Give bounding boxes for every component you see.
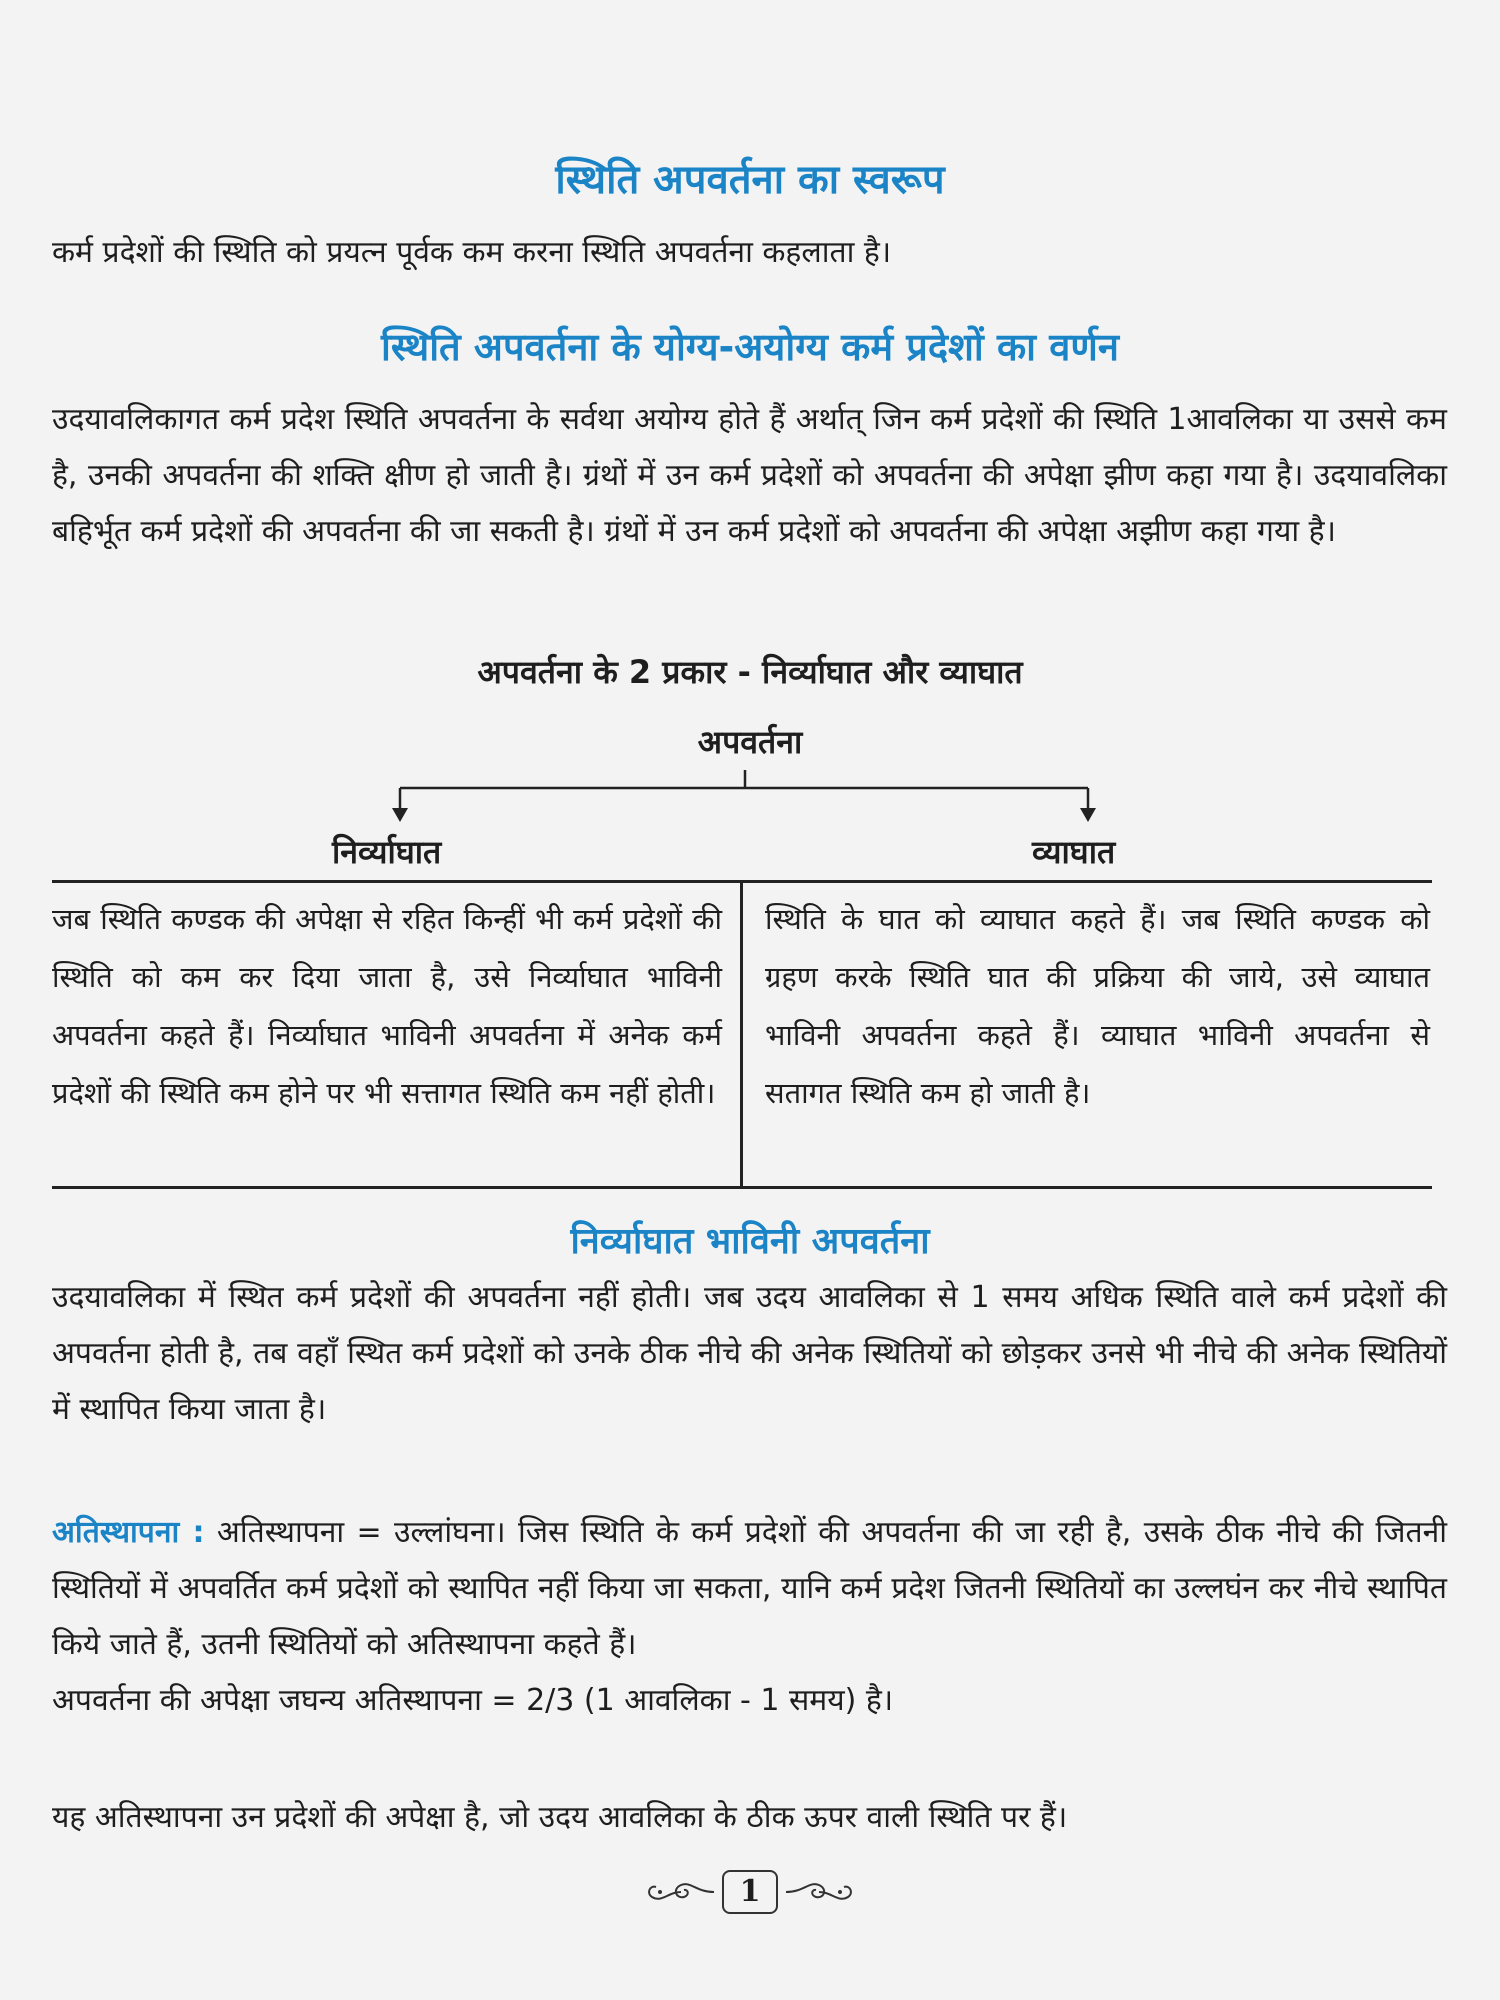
closing-text: यह अतिस्थापना उन प्रदेशों की अपेक्षा है, जो उदय आवलिका के ठीक ऊपर वाली स्थिति पर हैं। bbox=[52, 1800, 1068, 1835]
section-title-nature: स्थिति अपवर्तना का स्वरूप bbox=[555, 157, 945, 203]
atisthapana-term: अतिस्थापना : bbox=[52, 1515, 205, 1550]
section-text-eligibility: उदयावलिकागत कर्म प्रदेश स्थिति अपवर्तना के सर्वथा अयोग्य होते हैं अर्थात् जिन कर्म प्रदेशों की स्थिति 1आवलिका या उससे कम है, उनकी अपवर्तना की शक्ति क्षीण हो जाती है। ग्रंथों में उन कर्म प्रदेशों को अपवर्तना की अपेक्षा झीण कहा गया है। उदयावलिका बहिर्भूत कर्म प्रदेशों की अपवर्तना की जा सकती है। ग्रंथों में उन कर्म प्रदेशों को अपवर्तना की अपेक्षा अझीण कहा गया है। bbox=[52, 402, 1447, 549]
section-title-nirvyaghat-bhavini: निर्व्याघात भाविनी अपवर्तना bbox=[570, 1221, 930, 1262]
table-cell-vyaghat: स्थिति के घात को व्याघात कहते हैं। जब स्थिति कण्डक को ग्रहण करके स्थिति घात की प्रक्रिया की जाये, उसे व्याघात भाविनी अपवर्तना कहते हैं। व्याघात भाविनी अपवर्तना से सतागत स्थिति कम हो जाती है। bbox=[765, 902, 1430, 1110]
right-flourish-icon bbox=[784, 1877, 854, 1907]
column-heading-nirvyaghat: निर्व्याघात bbox=[332, 833, 442, 871]
table-bottom-rule bbox=[52, 1186, 1432, 1189]
section-title-eligibility: स्थिति अपवर्तना के योग्य-अयोग्य कर्म प्रदेशों का वर्णन bbox=[381, 325, 1119, 369]
left-flourish-icon bbox=[646, 1877, 716, 1907]
left-arrow-icon bbox=[392, 808, 408, 822]
atisthapana-text: अतिस्थापना = उल्लांघना। जिस स्थिति के कर्म प्रदेशों की अपवर्तना की जा रही है, उसके ठीक नीचे की जितनी स्थितियों में अपवर्तित कर्म प्रदेशों को स्थापित नहीं किया जा सकता, यानि कर्म प्रदेश जितनी स्थितियों का उल्लघंन कर नीचे स्थापित किये जाते हैं, उतनी स्थितियों को अतिस्थापना कहते हैं। bbox=[52, 1515, 1448, 1662]
right-arrow-icon bbox=[1080, 808, 1096, 822]
section-text-nature: कर्म प्रदेशों की स्थिति को प्रयत्न पूर्वक कम करना स्थिति अपवर्तना कहलाता है। bbox=[52, 235, 892, 270]
section-text-nirvyaghat-bhavini: उदयावलिका में स्थित कर्म प्रदेशों की अपवर्तना नहीं होती। जब उदय आवलिका से 1 समय अधिक स्थिति वाले कर्म प्रदेशों की अपवर्तना होती है, तब वहाँ स्थित कर्म प्रदेशों को उनके ठीक नीचे की अनेक स्थितियों को छोड़कर उनसे भी नीचे की अनेक स्थितियों में स्थापित किया जाता है। bbox=[52, 1280, 1447, 1427]
tree-root-label: अपवर्तना bbox=[697, 723, 803, 761]
page-number: 1 bbox=[722, 1870, 779, 1914]
column-heading-vyaghat: व्याघात bbox=[1032, 833, 1116, 871]
atisthapana-block bbox=[52, 1505, 1447, 1729]
page-number-footer bbox=[0, 1870, 1500, 1914]
table-column-divider bbox=[740, 883, 743, 1186]
types-title: अपवर्तना के 2 प्रकार - निर्व्याघात और व्याघात bbox=[477, 653, 1023, 691]
tree-connector-diagram bbox=[0, 770, 1500, 830]
atisthapana-formula: अपवर्तना की अपेक्षा जघन्य अतिस्थापना = 2/3 (1 आवलिका - 1 समय) है। bbox=[52, 1683, 894, 1718]
table-cell-nirvyaghat: जब स्थिति कण्डक की अपेक्षा से रहित किन्हीं भी कर्म प्रदेशों की स्थिति को कम कर दिया जाता है, उसे निर्व्याघात भाविनी अपवर्तना कहते हैं। निर्व्याघात भाविनी अपवर्तना में अनेक कर्म प्रदेशों की स्थिति कम होने पर भी सत्तागत स्थिति कम नहीं होती। bbox=[52, 902, 722, 1110]
